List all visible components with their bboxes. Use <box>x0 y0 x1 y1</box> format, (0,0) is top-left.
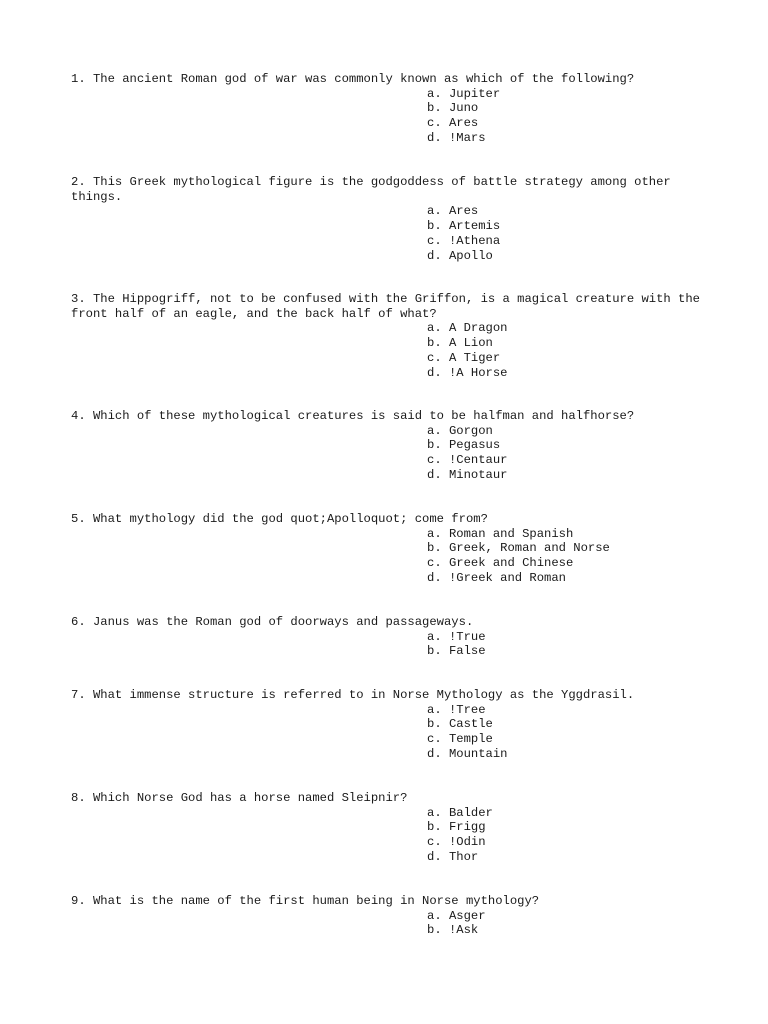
answer-option: b. Castle <box>427 717 493 732</box>
answer-option: c. !Centaur <box>427 453 508 468</box>
question-2 <box>71 175 701 263</box>
answer-option: b. Pegasus <box>427 438 501 453</box>
answer-option: a. Balder <box>427 805 493 820</box>
answer-options <box>71 204 701 263</box>
answer-options <box>71 424 701 483</box>
answer-option: a. Ares <box>427 204 479 219</box>
answer-option: b. Frigg <box>427 820 486 835</box>
question-8 <box>71 791 701 865</box>
answer-option: c. !Athena <box>427 233 501 248</box>
question-text: 1. The ancient Roman god of war was commonly known as which of the following? <box>71 72 635 86</box>
answer-options <box>71 806 701 865</box>
answer-option: b. Juno <box>427 101 479 116</box>
answer-option: d. !A Horse <box>427 365 508 380</box>
answer-options <box>71 909 701 938</box>
answer-options <box>71 87 701 146</box>
question-text: 8. Which Norse God has a horse named Sleipnir? <box>71 791 408 805</box>
answer-option: a. A Dragon <box>427 321 508 336</box>
answer-option: b. !Ask <box>427 923 479 938</box>
answer-option: a. !True <box>427 629 486 644</box>
question-text: 3. The Hippogriff, not to be confused with the Griffon, is a magical creature with the front half of an eagle, and the back half of what? <box>71 292 700 321</box>
question-6 <box>71 615 701 659</box>
answer-option: c. !Odin <box>427 835 486 850</box>
question-text: 7. What immense structure is referred to in Norse Mythology as the Yggdrasil. <box>71 688 635 702</box>
question-7 <box>71 688 701 762</box>
answer-options <box>71 630 701 659</box>
answer-option: a. Roman and Spanish <box>427 526 574 541</box>
answer-option: a. Gorgon <box>427 423 493 438</box>
question-1 <box>71 72 701 146</box>
question-9 <box>71 894 701 938</box>
answer-option: a. Jupiter <box>427 86 501 101</box>
answer-option: d. Mountain <box>427 746 508 761</box>
answer-options <box>71 321 701 380</box>
answer-option: c. Temple <box>427 732 493 747</box>
answer-options <box>71 703 701 762</box>
question-text: 6. Janus was the Roman god of doorways and passageways. <box>71 615 474 629</box>
question-5 <box>71 512 701 586</box>
answer-option: d. !Mars <box>427 130 486 145</box>
question-text: 2. This Greek mythological figure is the godgoddess of battle strategy among other things. <box>71 175 671 204</box>
answer-option: a. Asger <box>427 908 486 923</box>
question-text: 5. What mythology did the god quot;Apolloquot; come from? <box>71 512 488 526</box>
answer-option: d. Thor <box>427 849 479 864</box>
question-4 <box>71 409 701 483</box>
answer-option: a. !Tree <box>427 702 486 717</box>
answer-option: c. A Tiger <box>427 350 501 365</box>
question-3 <box>71 292 701 380</box>
answer-option: c. Ares <box>427 116 479 131</box>
answer-option: b. A Lion <box>427 336 493 351</box>
answer-option: b. Greek, Roman and Norse <box>427 541 610 556</box>
answer-option: b. False <box>427 644 486 659</box>
answer-option: d. Apollo <box>427 248 493 263</box>
answer-option: b. Artemis <box>427 219 501 234</box>
answer-option: d. !Greek and Roman <box>427 570 566 585</box>
answer-option: d. Minotaur <box>427 467 508 482</box>
question-text: 9. What is the name of the first human being in Norse mythology? <box>71 894 540 908</box>
answer-options <box>71 527 701 586</box>
question-text: 4. Which of these mythological creatures is said to be halfman and halfhorse? <box>71 409 635 423</box>
answer-option: c. Greek and Chinese <box>427 556 574 571</box>
